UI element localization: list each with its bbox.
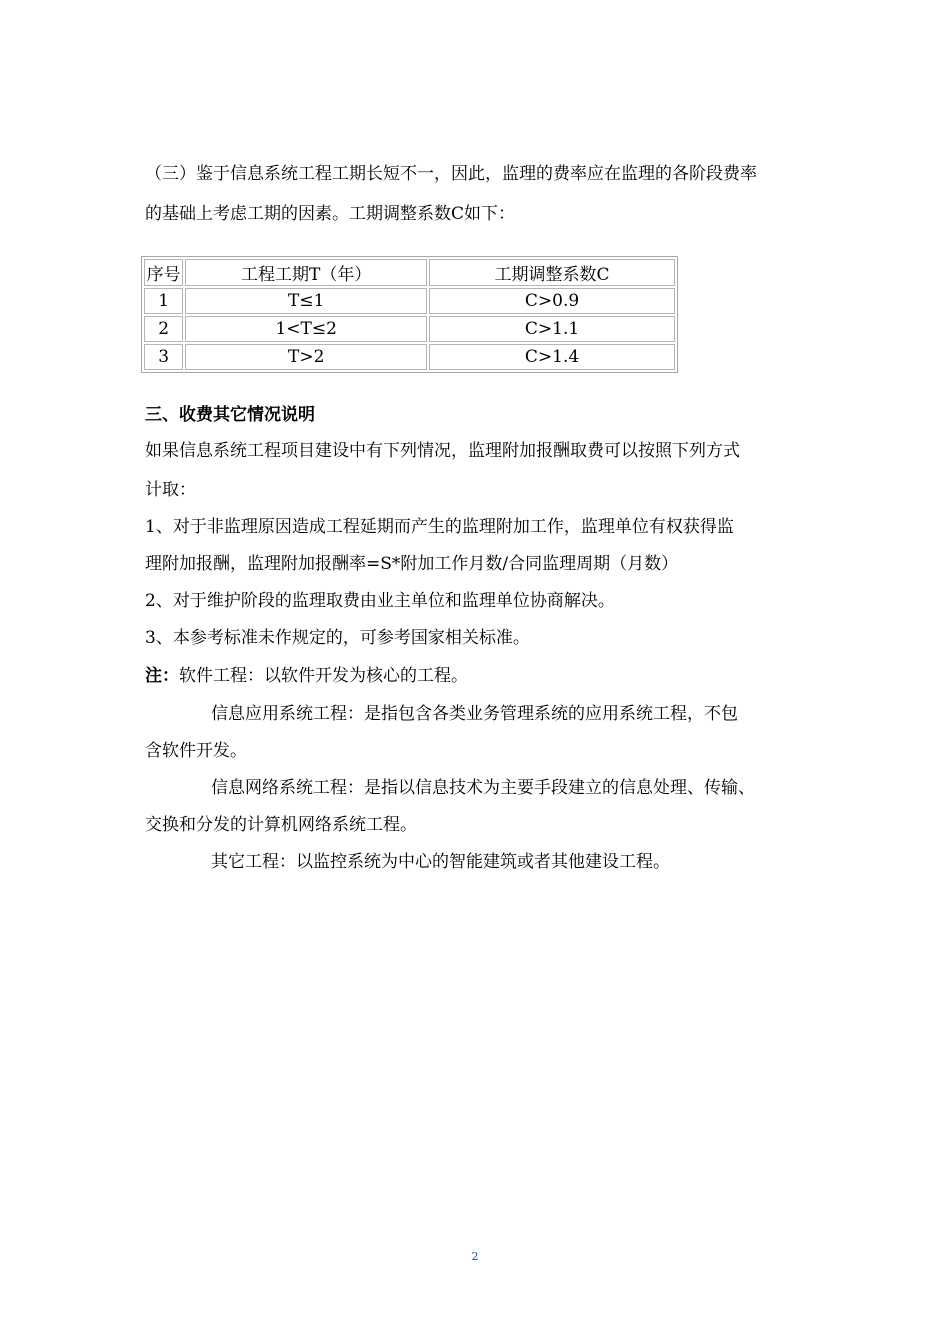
table-cell: C>0.9: [429, 288, 675, 314]
table-cell: T≤1: [185, 288, 427, 314]
note-other: 其它工程：以监控系统为中心的智能建筑或者其他建设工程。: [211, 852, 670, 872]
item-2: 2、对于维护阶段的监理取费由业主单位和监理单位协商解决。: [145, 591, 615, 611]
table-row: [144, 316, 675, 342]
page-number: 2: [471, 1250, 479, 1263]
item-1-line-1: 1、对于非监理原因造成工程延期而产生的监理附加工作，监理单位有权获得监: [145, 517, 734, 537]
section-para-line-1: 如果信息系统工程项目建设中有下列情况，监理附加报酬取费可以按照下列方式: [145, 441, 740, 461]
intro-line-1: （三）鉴于信息系统工程工期长短不一，因此，监理的费率应在监理的各阶段费率: [145, 164, 757, 184]
table-cell: C>1.4: [429, 344, 675, 370]
note-software: [145, 667, 810, 685]
header-coefficient: 工期调整系数C: [429, 259, 675, 286]
section-para-line-2: 计取：: [145, 480, 196, 500]
note-net-line-2: 交换和分发的计算机网络系统工程。: [145, 815, 417, 835]
table-cell: 1<T≤2: [185, 316, 427, 342]
table-cell: T>2: [185, 344, 427, 370]
header-index: 序号: [144, 259, 183, 286]
item-3: 3、本参考标准未作规定的，可参考国家相关标准。: [145, 628, 530, 648]
section-title: 三、收费其它情况说明: [145, 405, 315, 425]
note-net-line-1: 信息网络系统工程：是指以信息技术为主要手段建立的信息处理、传输、: [211, 778, 755, 798]
table-row: [144, 344, 675, 370]
note-app-line-1: 信息应用系统工程：是指包含各类业务管理系统的应用系统工程，不包: [211, 704, 738, 724]
note-software-text: 软件工程：以软件开发为核心的工程。: [179, 666, 468, 686]
table-header-row: [144, 259, 675, 286]
table-cell: 2: [144, 316, 183, 342]
note-label: 注：: [145, 666, 179, 686]
header-duration: 工程工期T（年）: [185, 259, 427, 286]
intro-line-2: 的基础上考虑工期的因素。工期调整系数C如下：: [145, 204, 516, 224]
table-cell: 3: [144, 344, 183, 370]
note-app-line-2: 含软件开发。: [145, 741, 247, 761]
item-1-line-2: 理附加报酬，监理附加报酬率=S*附加工作月数/合同监理周期（月数）: [145, 554, 679, 574]
table-row: [144, 288, 675, 314]
table-cell: C>1.1: [429, 316, 675, 342]
adjustment-table: [141, 256, 678, 373]
table-cell: 1: [144, 288, 183, 314]
